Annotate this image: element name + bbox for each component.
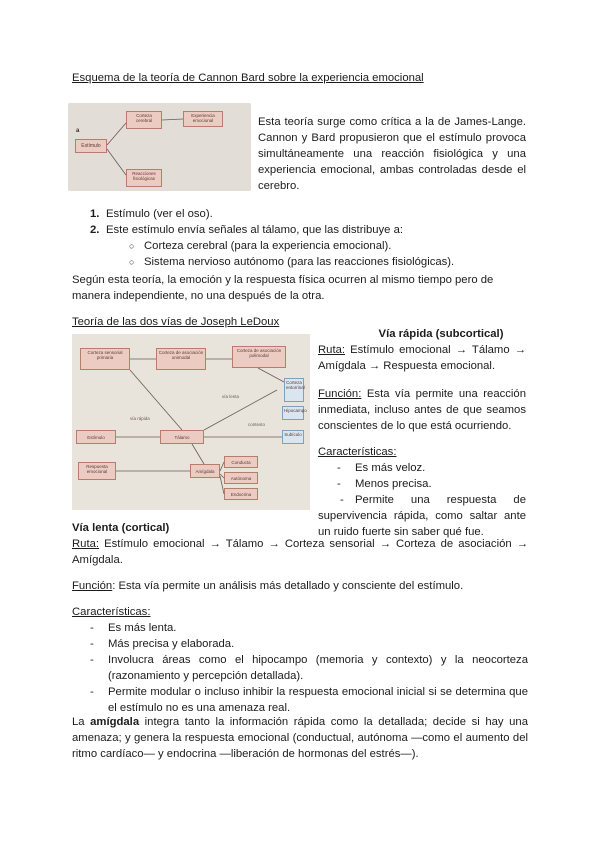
diagram-box-polymodal: Corteza de asociación polimodal — [232, 346, 286, 368]
slow-path-features-label: Características: — [72, 606, 151, 618]
slow-path-heading: Vía lenta (cortical) — [72, 522, 170, 534]
diagram-box-output-1: Conducta — [224, 456, 258, 468]
diagram-label-slow: vía lenta — [222, 394, 240, 399]
section1-title: Esquema de la teoría de Cannon Bard sobre la experiencia emocional — [72, 72, 424, 84]
diagram-label-fast: vía rápida — [130, 416, 150, 421]
section1-conclusion: Según esta teoría, la emoción y la respuesta física ocurren al mismo tiempo pero de manera independiente, no una después de la otra. — [72, 274, 494, 302]
list-item: - Involucra áreas como el hipocampo (memoria y contexto) y la neocorteza (razonamiento y percepción detallada). — [108, 652, 528, 684]
list-item: 1. Estímulo (ver el oso). — [90, 208, 213, 220]
list-item: - Permite modular o incluso inhibir la respuesta emocional inicial si se determina que el estímulo no es una amenaza real. — [108, 684, 528, 716]
steps-list — [90, 206, 506, 238]
slow-path-section — [72, 520, 528, 716]
diagram-box-experience: Experiencia emocional — [183, 111, 223, 127]
section1-intro: Esta teoría surge como crítica a la de James-Lange. Cannon y Bard propusieron que el estímulo provoca simultáneamente una reacción fisiológica y una experiencia emocional, ambas controladas desde el cerebro. — [258, 116, 526, 192]
diagram-box-subiculum: Subículo — [282, 430, 304, 444]
list-item: 2. Este estímulo envía señales al tálamo, que las distribuye a: — [90, 224, 404, 236]
diagram-box-output-2: Autónoma — [224, 472, 258, 484]
diagram-arrows — [68, 103, 251, 191]
diagram-label-a: a — [76, 128, 80, 134]
slow-path-route: Ruta: Estímulo emocional → Tálamo → Corteza sensorial → Corteza de asociación → Amígdala. — [72, 538, 528, 566]
closing-paragraph: La amígdala integra tanto la información rápida como la detallada; decide si hay una amenaza; y genera la respuesta emocional (conductual, autónoma —como el aumento del ritmo cardíaco— y endocrina —liberación de hormonas del estrés—). — [72, 716, 528, 760]
diagram-box-output-3: Endocrina — [224, 488, 258, 500]
diagram-box-hippocampus: Hipocampo — [282, 406, 304, 420]
diagram-label-context: contexto — [248, 422, 266, 427]
diagram-box-cortex: Corteza cerebral — [126, 111, 162, 129]
list-item: - Es más lenta. — [108, 620, 528, 636]
list-item: - Permite una respuesta de supervivencia rápida, como saltar ante un ruido fuerte sin saber qué fue. — [318, 494, 526, 538]
diagram-box-response: Respuesta emocional — [78, 462, 116, 480]
cannon-bard-diagram — [68, 103, 251, 191]
list-item: - Menos precisa. — [355, 476, 526, 492]
list-item: ○ Sistema nervioso autónomo (para las reacciones fisiológicas). — [144, 254, 524, 270]
ledoux-diagram — [72, 334, 310, 510]
list-item: - Es más veloz. — [355, 460, 526, 476]
diagram-arrows — [72, 334, 310, 510]
diagram-box-reactions: Reacciones fisiológicas — [126, 169, 162, 187]
section2-title: Teoría de las dos vías de Joseph LeDoux — [72, 316, 280, 328]
diagram-box-stimulus: Estímulo — [76, 430, 116, 444]
diagram-box-association: Corteza de asociación unimodal — [156, 348, 206, 370]
slow-path-function: Función: Esta vía permite un análisis más detallado y consciente del estímulo. — [72, 580, 464, 592]
diagram-box-sensory: Corteza sensorial primaria — [80, 348, 130, 370]
slow-path-features — [72, 620, 528, 716]
list-item: - Más precisa y elaborada. — [108, 636, 528, 652]
diagram-box-thalamus: Tálamo — [160, 430, 204, 444]
diagram-box-amygdala: Amígdala — [190, 464, 220, 478]
fast-path-heading: Vía rápida (subcortical) — [378, 328, 504, 340]
sub-steps-list — [144, 238, 524, 270]
diagram-box-stimulus: Estímulo — [75, 139, 107, 153]
fast-path-section — [318, 326, 526, 540]
list-item: ○ Corteza cerebral (para la experiencia emocional). — [144, 238, 524, 254]
diagram-box-entorhinal: Corteza entorrinal — [284, 378, 304, 402]
fast-path-function: Función: Esta vía permite una reacción inmediata, incluso antes de que seamos conscientes de lo que está ocurriendo. — [318, 388, 526, 432]
fast-path-route: Ruta: Estímulo emocional → Tálamo → Amígdala → Respuesta emocional. — [318, 344, 526, 372]
fast-path-features-label: Características: — [318, 446, 397, 458]
